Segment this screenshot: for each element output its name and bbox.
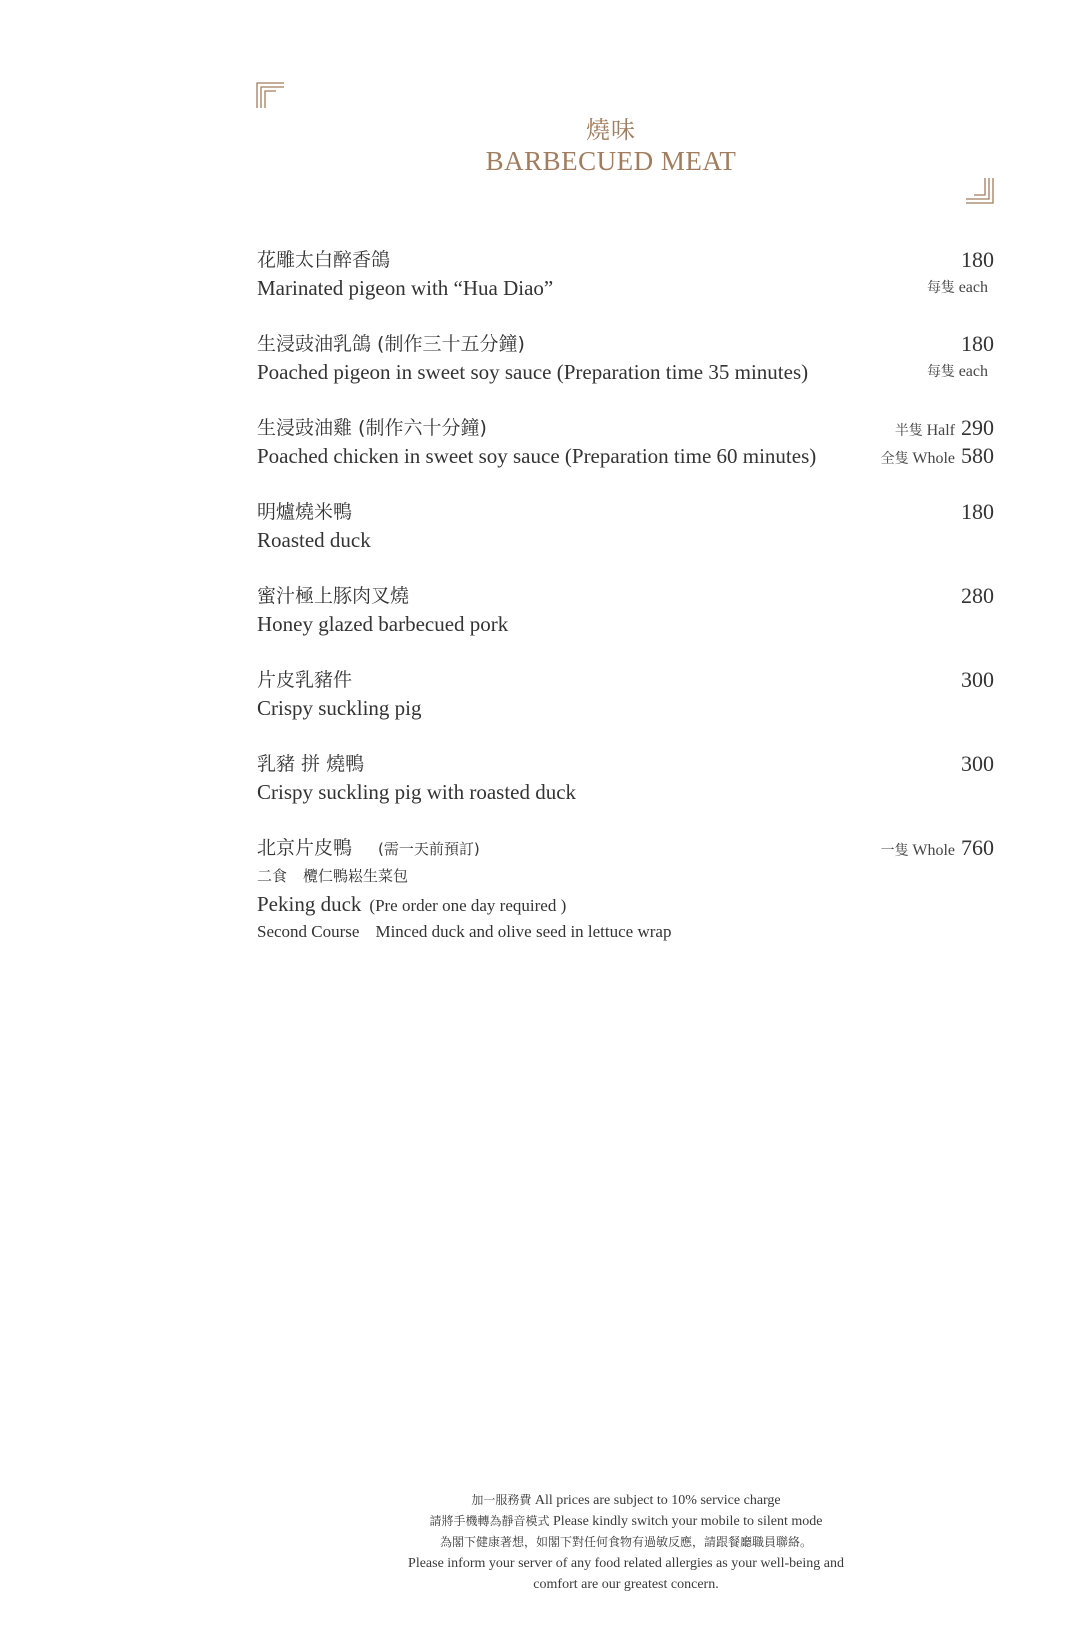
item-name-english: Poached pigeon in sweet soy sauce (Preparation time 35 minutes)	[257, 360, 809, 384]
item-name-english: Poached chicken in sweet soy sauce (Preparation time 60 minutes)	[257, 444, 817, 468]
menu-item	[257, 246, 994, 330]
item-name-english: Roasted duck	[257, 528, 371, 552]
half-unit-chinese: 半隻	[894, 423, 923, 439]
menu-list	[257, 246, 994, 946]
corner-ornament-bottom-right-icon	[966, 178, 994, 204]
half-price: 290	[961, 415, 994, 440]
item-price: 180	[961, 331, 994, 356]
footer-notes	[0, 1490, 1080, 1595]
item-price: 280	[961, 583, 994, 608]
preorder-note-chinese: (需一天前預訂)	[378, 840, 480, 858]
item-name-english: Honey glazed barbecued pork	[257, 612, 509, 636]
second-course-label-english: Second Course	[257, 922, 360, 941]
item-price-block	[961, 750, 994, 778]
menu-item	[257, 582, 994, 666]
preorder-note-english: (Pre order one day required )	[369, 896, 567, 915]
half-unit-english: Half	[926, 422, 955, 439]
section-title-chinese: 燒味	[586, 116, 636, 144]
corner-ornament-top-left-icon	[256, 82, 284, 108]
second-course-desc-english: Minced duck and olive seed in lettuce wrap	[375, 922, 672, 941]
item-name-chinese: 蜜汁極上豚肉叉燒	[257, 585, 410, 607]
item-price-block	[961, 666, 994, 694]
section-title-english: BARBECUED MEAT	[485, 146, 737, 176]
menu-item	[257, 666, 994, 750]
item-price-block	[961, 582, 994, 610]
whole-unit-chinese: 全隻	[880, 451, 909, 467]
silent-mode-note: 請將手機轉為靜音模式 Please kindly switch your mobile to silent mode	[429, 1514, 823, 1529]
item-name-english: Marinated pigeon with “Hua Diao”	[257, 276, 554, 300]
item-price: 300	[961, 751, 994, 776]
item-name-chinese: 生浸豉油雞 (制作六十分鐘)	[257, 417, 487, 439]
item-name-english: Crispy suckling pig with roasted duck	[257, 780, 577, 804]
menu-item-peking-duck	[257, 834, 994, 946]
item-name-chinese: 乳豬 拼 燒鴨	[257, 753, 365, 775]
item-name-chinese: 片皮乳豬件	[257, 669, 353, 691]
item-unit-english: each	[958, 363, 988, 380]
item-price: 760	[961, 835, 994, 860]
item-price: 180	[961, 247, 994, 272]
allergy-note-chinese: 為閣下健康著想，如閣下對任何食物有過敏反應，請跟餐廳職員聯絡。	[439, 1535, 812, 1549]
item-price-block	[881, 834, 994, 862]
item-price: 180	[961, 499, 994, 524]
item-unit-chinese: 每隻	[926, 280, 955, 296]
item-price-block	[881, 414, 994, 470]
menu-item	[257, 498, 994, 582]
allergy-note-english-line-2: comfort are our greatest concern.	[533, 1577, 719, 1592]
item-unit-english: Whole	[912, 842, 955, 859]
second-course-label-chinese: 二食	[257, 867, 288, 885]
item-price-block	[927, 330, 994, 386]
menu-item	[257, 330, 994, 414]
item-name-chinese: 明爐燒米鴨	[257, 501, 353, 523]
whole-unit-english: Whole	[912, 450, 955, 467]
item-unit-chinese: 一隻	[880, 843, 909, 859]
service-charge-note: 加一服務費 All prices are subject to 10% service charge	[471, 1493, 781, 1508]
allergy-note-english-line-1: Please inform your server of any food related allergies as your well-being and	[408, 1556, 844, 1571]
item-name-chinese: 花雕太白醉香鴿	[257, 249, 391, 271]
whole-price: 580	[961, 443, 994, 468]
item-name-chinese: 北京片皮鴨	[257, 837, 353, 859]
menu-item	[257, 750, 994, 834]
item-name-english: Crispy suckling pig	[257, 696, 422, 720]
item-price: 300	[961, 667, 994, 692]
item-unit-chinese: 每隻	[926, 364, 955, 380]
item-name-english: Peking duck	[257, 892, 362, 916]
menu-item	[257, 414, 994, 498]
item-price-block	[927, 246, 994, 302]
item-name-chinese: 生浸豉油乳鴿 (制作三十五分鐘)	[257, 333, 525, 355]
second-course-desc-chinese: 欖仁鴨崧生菜包	[303, 867, 409, 885]
item-unit-english: each	[958, 279, 988, 296]
item-price-block	[961, 498, 994, 526]
